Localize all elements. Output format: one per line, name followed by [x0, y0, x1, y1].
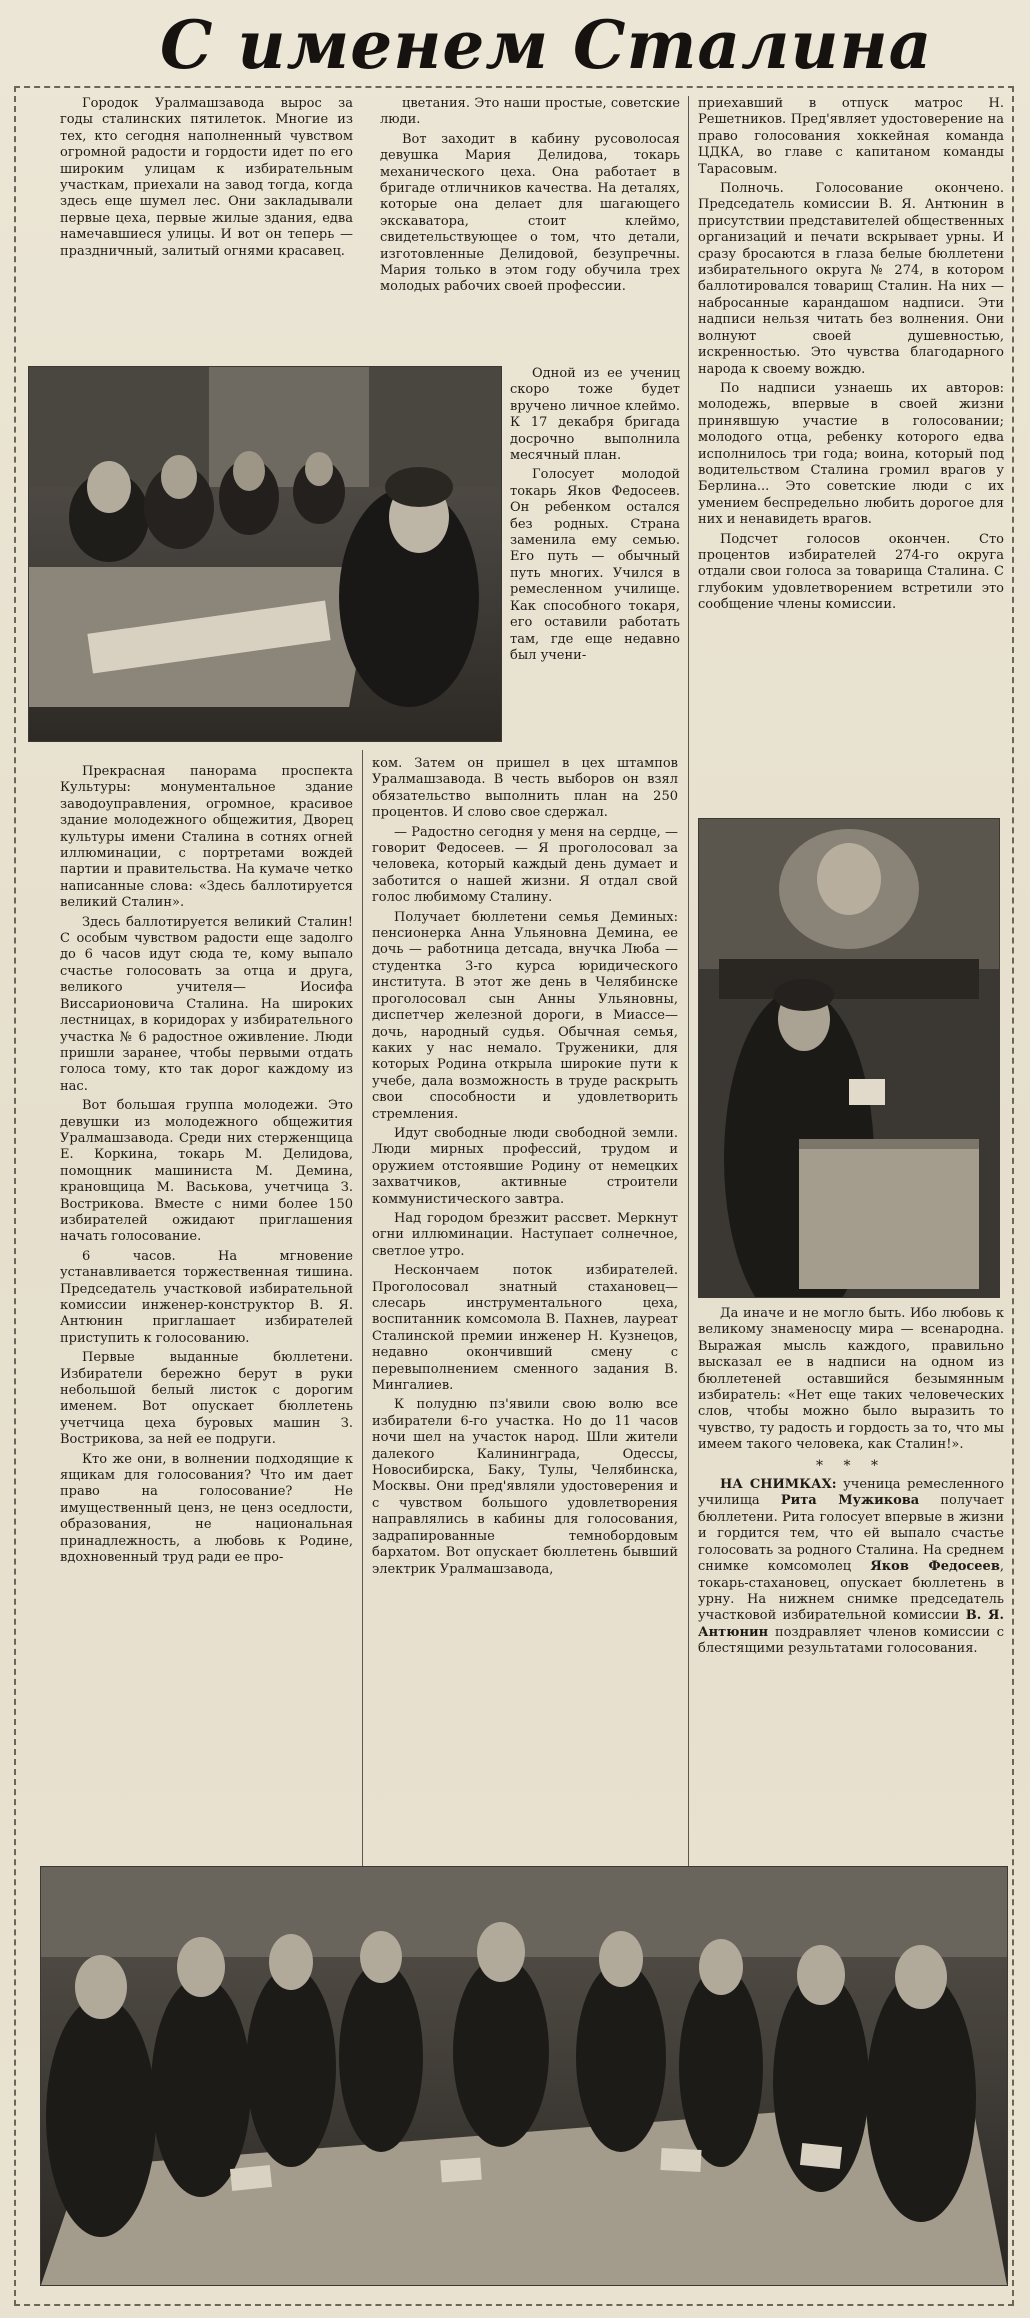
column-1-bottom [60, 764, 353, 1872]
paragraph: Кто же они, в волнении подходящие к ящикам для голосования? Что им дает право на голосование? Не имущественный ценз, не ценз оседлости, образования, не национальная принадлежность, а любовь к Родине, вдохновенный труд ради ее про- [60, 1451, 353, 1566]
column-divider [362, 750, 363, 1870]
photo-ballot-issue [28, 366, 502, 742]
column-1-top [60, 96, 353, 364]
caption-text: ученица ремесленного училища [698, 1477, 1004, 1509]
headline: С именем Сталина [160, 6, 933, 84]
paragraph: Полночь. Голосование окончено. Председатель комиссии В. Я. Антюнин в присутствии представителей общественных организаций и печати вскрывает урны. И сразу бросаются в глаза белые бюллетени избирательного округа № 274, в котором баллотировался товарищ Сталин. На них — набросанные карандашом надписи. Эти надписи нельзя читать без волнения. Они волнуют своей душевностью, искренностью. Это чувства благодарного народа к своему вождю. [698, 181, 1004, 377]
paragraph: Над городом брезжит рассвет. Меркнут огни иллюминации. Наступает солнечное, светлое утро. [372, 1210, 678, 1259]
section-separator: * * * [816, 1457, 886, 1474]
caption-text: поздравляет членов комиссии с блестящими результатами голосования. [698, 1624, 1004, 1657]
paragraph: Городок Уралмашзавода вырос за годы сталинских пятилеток. Многие из тех, кто сегодня наполненный чувством огромной радости и гордости идет по его широким улицам к избирательным участкам, приехали на завод тогда, когда здесь еще шумел лес. Они закладывали первые цеха, первые жилые здания, едва намечавшиеся улицы. И вот он теперь — праздничный, залитый огнями красавец. [60, 96, 353, 259]
caption-text: получает бюллетени. Рита голосует впервые в жизни и гордится тем, что ей выпало счастье голосовать за родного Сталина. На среднем снимке комсомолец [698, 1493, 1004, 1575]
column-3-top [698, 96, 1004, 800]
caption-person: Рита Мужикова [780, 1493, 920, 1509]
column-2-bottom [372, 756, 678, 1872]
paragraph: Нескончаем поток избирателей. Проголосовал знатный стахановец— слесарь инструментального цеха, воспитанник комсомола В. Пахнев, лауреат Сталинской премии инженер Н. Кузнецов, недавно окончивший смену с перевыполнением сменного задания В. Мингалиев. [372, 1263, 678, 1394]
photo-vote-cast-image [699, 819, 999, 1297]
paragraph: Первые выданные бюллетени. Избиратели бережно берут в руки небольшой белый листок с дорогим именем. Вот опускает бюллетень учетчица цеха буровых машин З. Вострикова, за ней ее подруги. [60, 1350, 353, 1448]
photo-commission-image [41, 1867, 1007, 2285]
photo-caption [698, 1477, 1004, 1657]
caption-heading: НА СНИМКАХ: [720, 1477, 837, 1493]
paragraph: Вот заходит в кабину русоволосая девушка Мария Делидова, токарь механического цеха. Она работает в бригаде отличников качества. На деталях, которые она делает для шагающего экскаватора, стоит клеймо, свидетельствующее о том, что детали, изготовленные Делидовой, безупречны. Мария только в этом году обучила трех молодых рабочих своей профессии. [380, 131, 680, 295]
paragraph: Да иначе и не могло быть. Ибо любовь к великому знаменосцу мира — всенародна. Выражая мысль каждого, правильно высказал ее в надписи на одном из бюллетеней оставшийся безымянным избиратель: «Нет еще таких человеческих слов, чтобы можно было выразить то чувство, ту радость и гордость за то, что мы имеем такого человека, как Сталин!». [698, 1306, 1004, 1453]
paragraph: Вот большая группа молодежи. Это девушки из молодежного общежития Уралмашзавода. Среди них стерженщица Е. Коркина, токарь М. Делидова, помощник машиниста М. Демина, крановщица М. Васькова, учетчица З. Вострикова. Вместе с ними более 150 избирателей ожидают приглашения начать голосование. [60, 1098, 353, 1245]
photo-ballot-issue-image [29, 367, 501, 741]
paragraph: Прекрасная панорама проспекта Культуры: монументальное здание заводоуправления, огромное, красивое здание молодежного общежития, Дворец культуры имени Сталина в сотнях огней иллюминации, с портретами вождей партии и правительства. На кумаче четко написанные слова: «Здесь баллотируется великий Сталин». [60, 764, 353, 911]
caption-person: В. Я. Антюнин [698, 1608, 1004, 1640]
paragraph: 6 часов. На мгновение устанавливается торжественная тишина. Председатель участковой избирательной комиссии инженер-конструктор В. Я. Антюнин приглашает избирателей приступить к голосованию. [60, 1248, 353, 1346]
column-2-narrow [510, 366, 680, 746]
paragraph: — Радостно сегодня у меня на сердце, — говорит Федосеев. — Я проголосовал за человека, который каждый день думает и заботится о нашей жизни. Я отдал свой голос любимому Сталину. [372, 824, 678, 906]
caption-text: , токарь-стахановец, опускает бюллетень в урну. На нижнем снимке председатель участковой избирательной комиссии [698, 1559, 1004, 1624]
column-divider [688, 96, 689, 1870]
paragraph: Получает бюллетени семья Деминых: пенсионерка Анна Ульяновна Демина, ее дочь — работница детсада, внучка Люба — студентка 3-го курса юридического института. В этот же день в Челябинске проголосовал сын Анны Ульяновны, диспетчер железной дороги, в Миассе— дочь, народный судья. Обычная семья, каких у нас немало. Труженики, для которых Родина открыла широкие пути к учебе, дала возможность в труде раскрыть свои способности и удовлетворить стремления. [372, 909, 678, 1122]
paragraph: Голосует молодой токарь Яков Федосеев. Он ребенком остался без родных. Страна заменила ему семью. Его путь — обычный путь многих. Учился в ремесленном училище. Как способного токаря, его оставили работать там, где еще недавно был учени- [510, 467, 680, 663]
column-3-bottom [698, 1306, 1004, 1872]
paragraph: цветания. Это наши простые, советские люди. [380, 96, 680, 128]
paragraph: приехавший в отпуск матрос Н. Решетников. Пред'являет удостоверение на право голосования хоккейная команда ЦДКА, во главе с капитаном команды Тарасовым. [698, 96, 1004, 177]
column-2-top [380, 96, 680, 366]
paragraph: По надписи узнаешь их авторов: молодежь, впервые в своей жизни принявшую участие в голосовании; молодого отца, ребенку которого едва исполнилось три года; воина, который под водительством Сталина громил врагов у Берлина... Это советские люди с их умением беспредельно любить дорогое для них и ненавидеть врагов. [698, 380, 1004, 528]
paragraph: Подсчет голосов окончен. Сто процентов избирателей 274-го округа отдали свои голоса за товарища Сталина. С глубоким удовлетворением встретили это сообщение члены комиссии. [698, 531, 1004, 613]
caption-person: Яков Федосеев [870, 1559, 1000, 1575]
paragraph: Здесь баллотируется великий Сталин! С особым чувством радости еще задолго до 6 часов идут сюда те, кому выпало счастье голосовать за отца и друга, великого учителя— Иосифа Виссарионовича Сталина. На широких лестницах, в коридорах у избирательного участка № 6 радостное оживление. Люди пришли заранее, чтобы первыми отдать голоса тому, кто так дорог каждому из нас. [60, 914, 353, 1094]
paragraph: Идут свободные люди свободной земли. Люди мирных профессий, трудом и оружием отстоявшие Родину от немецких захватчиков, активные строители коммунистического завтра. [372, 1125, 678, 1207]
paragraph: Одной из ее учениц скоро тоже будет вручено личное клеймо. К 17 декабря бригада досрочно выполнила месячный план. [510, 366, 680, 464]
paragraph: К полудню пз'явили свою волю все избиратели 6-го участка. Но до 11 часов ночи шел на участок народ. Шли жители далекого Калининграда, Одессы, Новосибирска, Баку, Тулы, Челябинска, Москвы. Они пред'являли удостоверения и с чувством большого удовлетворения направлялись в кабины для голосования, задрапированные темнобордовым бархатом. Вот опускает бюллетень бывший электрик Уралмашзавода, [372, 1397, 678, 1577]
paragraph: ком. Затем он пришел в цех штампов Уралмашзавода. В честь выборов он взял обязательство выполнить план на 250 процентов. И слово свое сдержал. [372, 756, 678, 821]
photo-vote-cast [698, 818, 1000, 1298]
photo-commission [40, 1866, 1008, 2286]
